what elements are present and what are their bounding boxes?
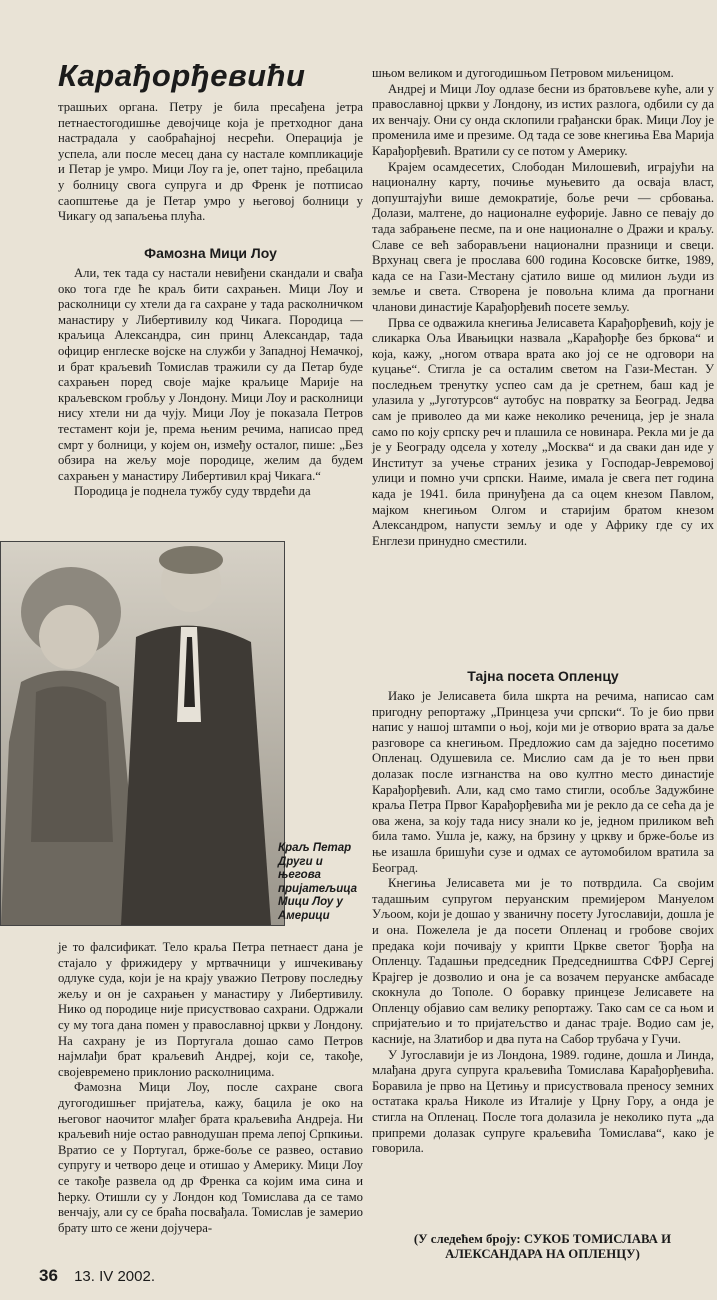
right-column-top (372, 66, 714, 549)
right-column-bottom (372, 689, 714, 1157)
subheading-mitzi-lou: Фамозна Мици Лоу (144, 245, 277, 261)
issue-date: 13. IV 2002. (74, 1268, 155, 1285)
next-issue-note: (У следећем броју: СУКОБ ТОМИСЛАВА И АЛЕКСАНДАРА НА ОПЛЕНЦУ) (413, 1232, 672, 1261)
photo-king-peter-and-mitzi-lou (0, 541, 285, 926)
paragraph: трашњих органа. Петру је била пресађена јетра петнаестогодишње девојчице која је претходног дана настрадала у саобраћајној несрећи. Операција је успела, али после месец дана су настале компликације и Петар је умро. Мици Лоу га је, опет тајно, пребацила у болницу свога супруга и др Френк је потписао саопштење да је Петар умро у његовој болници у Чикагу од запаљења плућа. (58, 100, 363, 224)
subheading-oplenac: Тајна посета Опленцу (467, 668, 619, 684)
paragraph: Али, тек тада су настали невиђени скандали и свађа око тога где ће краљ бити сахрањен. Мици Лоу и расколници су хтели да га сахране у тада расколничком манастиру у Либертивилу код Чикага. Породица — краљица Александра, син принц Александар, тада официр енглеске војске на служби у Западној Немачкој, и брат краљевић Томислав тражили су да Петар буде сахрањен поред своје мајке краљице Марије на краљевском гробљу у Лондону. Мици Лоу и расколници нису хтели ни да чују. Мици Лоу је показала Петров тестамент који је, према њеним речима, написао пред смрт у болници, у којем он, између осталог, пише: „Без обзира на жељу моје породице, желим да будем сахрањен у манастиру Либертивил крај Чикага.“ (58, 266, 363, 483)
paragraph: Иако је Јелисавета била шкрта на речима, написао сам пригодну репортажу „Принцеза учи српски“. То је био први напис у нашој штампи о њој, који ми је отворио врата за даље разговоре са кнегињом. Предложио сам да заједно посетимо Опленац. Одушевила се. Мислио сам да је то њен први долазак после изгнанства на ово култно место династије Карађорђевић. Али, кад смо тамо стигли, особље Задужбине краља Петра Првог Карађорђевића ми је рекло да се сећа да је ова жена, за коју тада нису знали ко је, једном приликом већ била тамо. Ушла је, кажу, на брзину у цркву и брже-боље из ње изашла бришући сузе и одмах се аутомобилом вратила за Београд. (372, 689, 714, 875)
paragraph: је то фалсификат. Тело краља Петра петнаест дана је стајало у фрижидеру у мртвачници у ишчекивању одлуке суда, који је на крају уважио Петрову последњу жељу и он је сахрањен у манастиру у Либертивилу. Нико од породице није присуствовао сахрани. Одржали су му тога дана помен у православној цркви у Лондону. На сахрану је из Португала дошао само Петров најмлађи брат краљевић Андреј, који се, такође, својевремено приклонио расколницима. (58, 940, 363, 1079)
paragraph: У Југославији је из Лондона, 1989. године, дошла и Линда, млађана друга супруга краљевића Томислава Карађорђевића. Боравила је прво на Цетињу и присуствовала преносу земних остатака краља Николе из Италије у Црну Гору, а онда је стигла на Опленац. После тога долазила је неколико пута „да припреми долазак супруге краљевића Томислава“, како је говорила. (372, 1047, 714, 1156)
paragraph: шњом великом и дугогодишњом Петровом миљеницом. (372, 66, 674, 80)
paragraph: Андреј и Мици Лоу одлазе бесни из братовљеве куће, али у православној цркви у Лондону, из истих разлога, одбили су да их венчају. Они су онда склопили грађански брак. Мици Лоу је променила име и презиме. Од тада се зове кнегиња Ева Марија Карађорђевић. Вратили су се потом у Америку. (372, 81, 714, 158)
photo-caption: Краљ Петар Други и његова пријатељица Мици Лоу у Америци (278, 842, 357, 922)
page-footer (39, 1266, 155, 1286)
paragraph: Фамозна Мици Лоу, после сахране свога дугогодишњег пријатеља, кажу, бацила је око на његовог наочитог млађег брата краљевића Андреја. Ни краљевић није остао равнодушан према лепој Српкињи. Вратио се у Португал, брже-боље се развео, оставио супругу и четворо деце и отишао у Америку. Мици Лоу се такође развела од др Френка са којим има сина и ћерку. Отишли су у Лондон код Томислава да се тамо венчају, али су се браћа посвађала. Томислав је замерио брату што се жени дојучера- (58, 1080, 363, 1235)
paragraph: Кнегиња Јелисавета ми је то потврдила. Са својим тадашњим супругом перуанским премијером Мануелом Уљоом, који је дошао у званичну посету Југославији, дошла је и она. Пожелела је да посети Опленац и гробове својих предака који почивају у крипти Цркве светог Ђорђа на Опленцу. Тадашњи председник Председништва СФРЈ Сергеј Крајгер је дозволио и она је са возачем перуанске амбасаде скокнула до Тополе. О боравку принцезе Јелисавете на Опленцу објавио сам велику репортажу. Тако сам се са њом и спријатељио и то пријатељство и данас траје. Водио сам је, касније, на Златибор и два пута на Сабор трубача у Гучи. (372, 876, 714, 1047)
left-column-top (58, 100, 363, 225)
paragraph: Крајем осамдесетих, Слободан Милошевић, играјући на националну карту, почиње муњевито да осваја власт, допуштајући више демократије, боље речи — србовања. Долази, малтене, до националне еуфорије. Јавно се певају до тада забрањене песме, па и оне националне о Дражи и краљу. Славе се већ заборављени национални празници и свеци. Врхунац свега је прослава 600 година Косовске битке, 1989, када се на Гази-Местану сјатило више од милион људи из земље и света. Створена је повољна клима да прогнани чланови династије Карађорђевић посете земљу. (372, 159, 714, 314)
page-number: 36 (39, 1266, 58, 1285)
paragraph: Породица је поднела тужбу суду тврдећи да (74, 484, 311, 499)
left-column-bottom (58, 940, 363, 1236)
section-kicker: Карађорђевићи (58, 58, 306, 93)
paragraph: Прва се одважила кнегиња Јелисавета Карађорђевић, коју је сликарка Оља Ивањицки назвала „Карађорђе без бркова“ и која, кажу, „ногом отвара врата ако јој се не одговори на куцање“. Стигла је са осталим светом на Гази-Местан. У последњем тренутку успео сам да је сретнем, баш кад је улазила у „Југотурсов“ аутобус на повратку за Београд. Једва сам је приволео да ми каже неколико реченица, јер је знала само по коју српску реч и плашила се новинара. Рекла ми је да је у Београду одсела у хотелу „Москва“ и да сваки дан иде у Институт за учење страних језика у Господар-Јевремовој улици и помно учи српски. Наиме, имала је свега пет година када је 1941. била принуђена да са оцем кнезом Павлом, мајком кнегињом Олгом и старијим братом кнезом Александром, напусти земљу и оде у Африку где су их Енглези принудно сместили. (372, 315, 714, 548)
left-column-top-cont (58, 266, 363, 500)
